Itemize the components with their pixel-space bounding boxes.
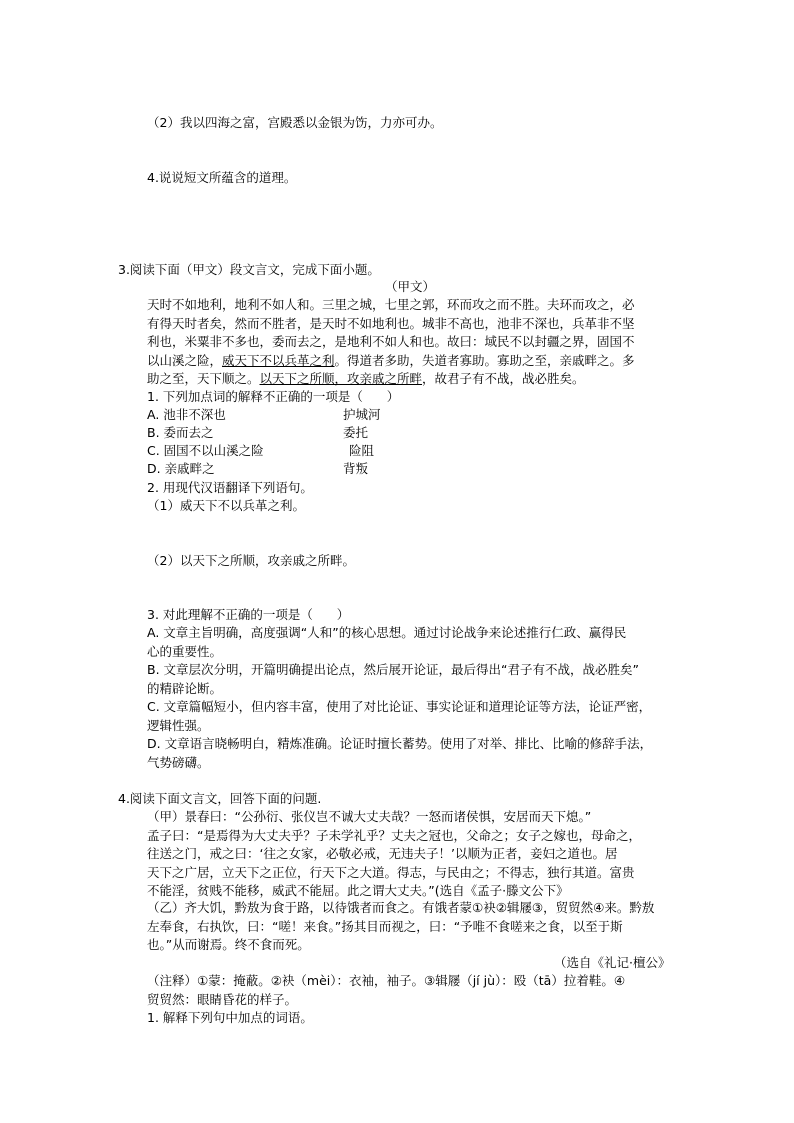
- passage-line: 有得天时者矣，然而不胜者，是天时不如地利也。城非不高也，池非不深也，兵革非不坚: [147, 315, 635, 331]
- q4-sub1-stem: 1. 解释下列句中加点的词语。: [147, 1010, 313, 1025]
- passage-line: 助之至，天下顺之。以天下之所顺，攻亲戚之所畔，故君子有不战，战必胜矣。: [147, 371, 585, 386]
- option-d: D. 亲戚畔之: [147, 461, 215, 476]
- q4-intro: 4.阅读下面文言文，回答下面的问题.: [118, 791, 322, 806]
- option-b-gloss: 委托: [343, 425, 369, 440]
- q3-passage-title: （甲文）: [385, 279, 436, 294]
- option-c: C. 固国不以山溪之险: [147, 443, 264, 458]
- q4-passage-jia: （甲）景春曰：“公孙衍、张仪岂不诚大丈夫哉？一怒而诸侯惧，安居而天下熄。” 孟子曰：“是焉得为大丈夫乎？子未学礼乎？丈夫之冠也，父命之；女子之嫁也，母命之， 往送之门，戒之曰：‘往之女家，必敬必戒，无违夫子！’以顺为正者，妾妇之道也。居 天下之广居，立天下之正位，行天下之大道。得志，与民由之；不得志，独行其道。富贵 不能淫，贫贱不能移，威武不能屈。此之谓大丈夫。”(选自《孟子·滕文公下》: [147, 809, 641, 898]
- q3-sub3-options: A. 文章主旨明确，高度强调“人和”的核心思想。通过讨论战争来论述推行仁政、赢得民 心的重要性。 B. 文章层次分明，开篇明确提出论点，然后展开论证，最后得出“君子有不战，战必胜矣” 的精辟论断。 C. 文章篇幅短小，但内容丰富，使用了对比论证、事实论证和道理论证等方法，论证严密， 逻辑性强。 D. 文章语言晓畅明白，精炼准确。论证时擅长蓄势。使用了对举、排比、比喻的修辞手法， 气势磅礴。: [147, 625, 653, 770]
- prev-question-4: 4.说说短文所蕴含的道理。: [147, 170, 297, 185]
- prev-question-sub2: （2）我以四海之富，宫殿悉以金银为饬，力亦可办。: [147, 115, 443, 130]
- q3-passage: [147, 296, 687, 389]
- q4-source: （选自《礼记·檀公》: [554, 955, 671, 970]
- q3-sub1-stem: 1. 下列加点词的解释不正确的一项是（ ）: [147, 389, 400, 404]
- option-d-gloss: 背叛: [343, 461, 369, 476]
- passage-line: 天时不如地利，地利不如人和。三里之城，七里之郭，环而攻之而不胜。夫环而攻之，必: [147, 297, 635, 312]
- q3-sub2-stem: 2. 用现代汉语翻译下列语句。: [147, 480, 313, 495]
- q3-sub2-a: （1）威天下不以兵革之利。: [147, 498, 305, 513]
- option-a: A. 池非不深也: [147, 407, 226, 422]
- option-a-gloss: 护城河: [343, 407, 381, 422]
- q4-passage-yi: （乙）齐大饥，黔敖为食于路，以待饿者而食之。有饿者蒙①袂②辑屦③，贸贸然④来。黔敖 左奉食，右执饮，曰：“嗟！来食。”扬其目而视之，曰：“予唯不食嗟来之食，以至于斯 也。”从而谢焉。终不食而死。: [147, 900, 655, 952]
- q4-notes: （注释）①蒙：掩蔽。②袂（mèi）：衣袖，袖子。③辑屦（jí jù）：殴（tā）拉着鞋。④ 贸贸然：眼睛昏花的样子。: [147, 973, 626, 1007]
- q3-sub3-stem: 3. 对此理解不正确的一项是（ ）: [147, 607, 350, 622]
- q3-sub2-b: （2）以天下之所顺，攻亲戚之所畔。: [147, 553, 355, 568]
- passage-line: 利也，米粟非不多也，委而去之，是地利不如人和也。故曰：域民不以封疆之界，固国不: [147, 334, 635, 349]
- q3-intro: 3.阅读下面（甲文）段文言文，完成下面小题。: [118, 262, 380, 277]
- underlined-sentence-2: 以天下之所顺，攻亲戚之所畔: [259, 371, 423, 386]
- option-c-gloss: 险阻: [349, 443, 375, 458]
- underlined-sentence-1: 威天下不以兵革之利: [222, 352, 335, 368]
- passage-line: 以山溪之险，威天下不以兵革之利。得道者多助，失道者寡助。寡助之至，亲戚畔之。多: [147, 352, 635, 368]
- option-b: B. 委而去之: [147, 425, 214, 440]
